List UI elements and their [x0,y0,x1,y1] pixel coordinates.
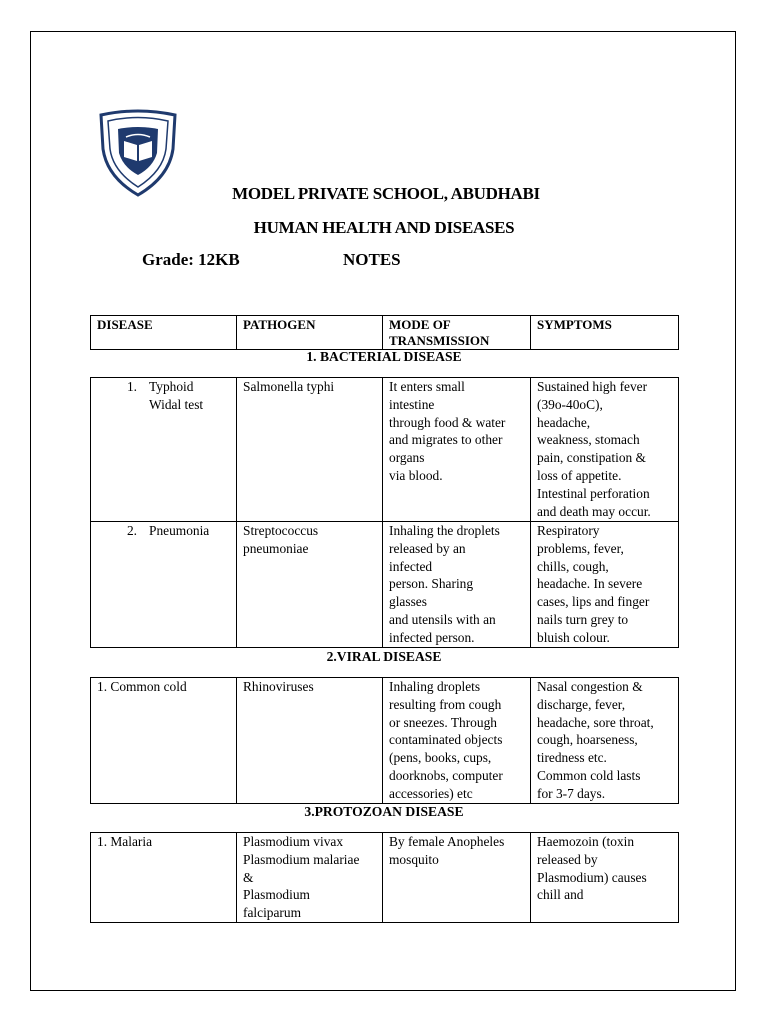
disease-cell: 1. Malaria [91,833,237,923]
bacterial-table [90,377,679,648]
pathogen-cell: Rhinoviruses [237,678,383,804]
pathogen-cell: Streptococcus pneumoniae [237,522,383,648]
pathogen-cell: Salmonella typhi [237,378,383,522]
viral-table [90,677,679,804]
header-symptoms: SYMPTOMS [531,316,679,350]
header-transmission: MODE OF TRANSMISSION [383,316,531,350]
table-row [91,378,679,522]
table-row [91,522,679,648]
notes-label: NOTES [343,250,401,269]
symptoms-cell: Nasal congestion & discharge, fever, headache, sore throat, cough, hoarseness, tiredness etc. Common cold lasts for 3-7 days. [531,678,679,804]
school-name: MODEL PRIVATE SCHOOL, ABUDHABI [232,184,540,203]
disease-cell: 1. Common cold [91,678,237,804]
table-row [91,833,679,923]
pathogen-cell: Plasmodium vivax Plasmodium malariae & Plasmodium falciparum [237,833,383,923]
transmission-cell: By female Anopheles mosquito [383,833,531,923]
header-pathogen: PATHOGEN [237,316,383,350]
disease-cell: 2. Pneumonia [91,522,237,648]
transmission-cell: Inhaling droplets resulting from cough or sneezes. Through contaminated objects (pens, books, cups, doorknobs, computer accessories) etc [383,678,531,804]
section-bacterial: 1. BACTERIAL DISEASE [306,349,462,364]
document-subject: HUMAN HEALTH AND DISEASES [253,218,515,237]
transmission-cell: Inhaling the droplets released by an infected person. Sharing glasses and utensils with an infected person. [383,522,531,648]
transmission-cell: It enters small intestine through food & water and migrates to other organs via blood. [383,378,531,522]
table-row [91,678,679,804]
disease-cell: 1. Typhoid Widal test [91,378,237,522]
section-protozoan: 3.PROTOZOAN DISEASE [304,804,464,819]
section-viral: 2.VIRAL DISEASE [326,649,442,664]
protozoan-table [90,832,679,923]
table-header [90,315,679,350]
header-disease: DISEASE [91,316,237,350]
symptoms-cell: Respiratory problems, fever, chills, cough, headache. In severe cases, lips and finger nails turn grey to bluish colour. [531,522,679,648]
symptoms-cell: Haemozoin (toxin released by Plasmodium) causes chill and [531,833,679,923]
grade-label: Grade: 12KB [142,250,240,269]
symptoms-cell: Sustained high fever (39o-40oC), headache, weakness, stomach pain, constipation & loss of appetite. Intestinal perforation and death may occur. [531,378,679,522]
